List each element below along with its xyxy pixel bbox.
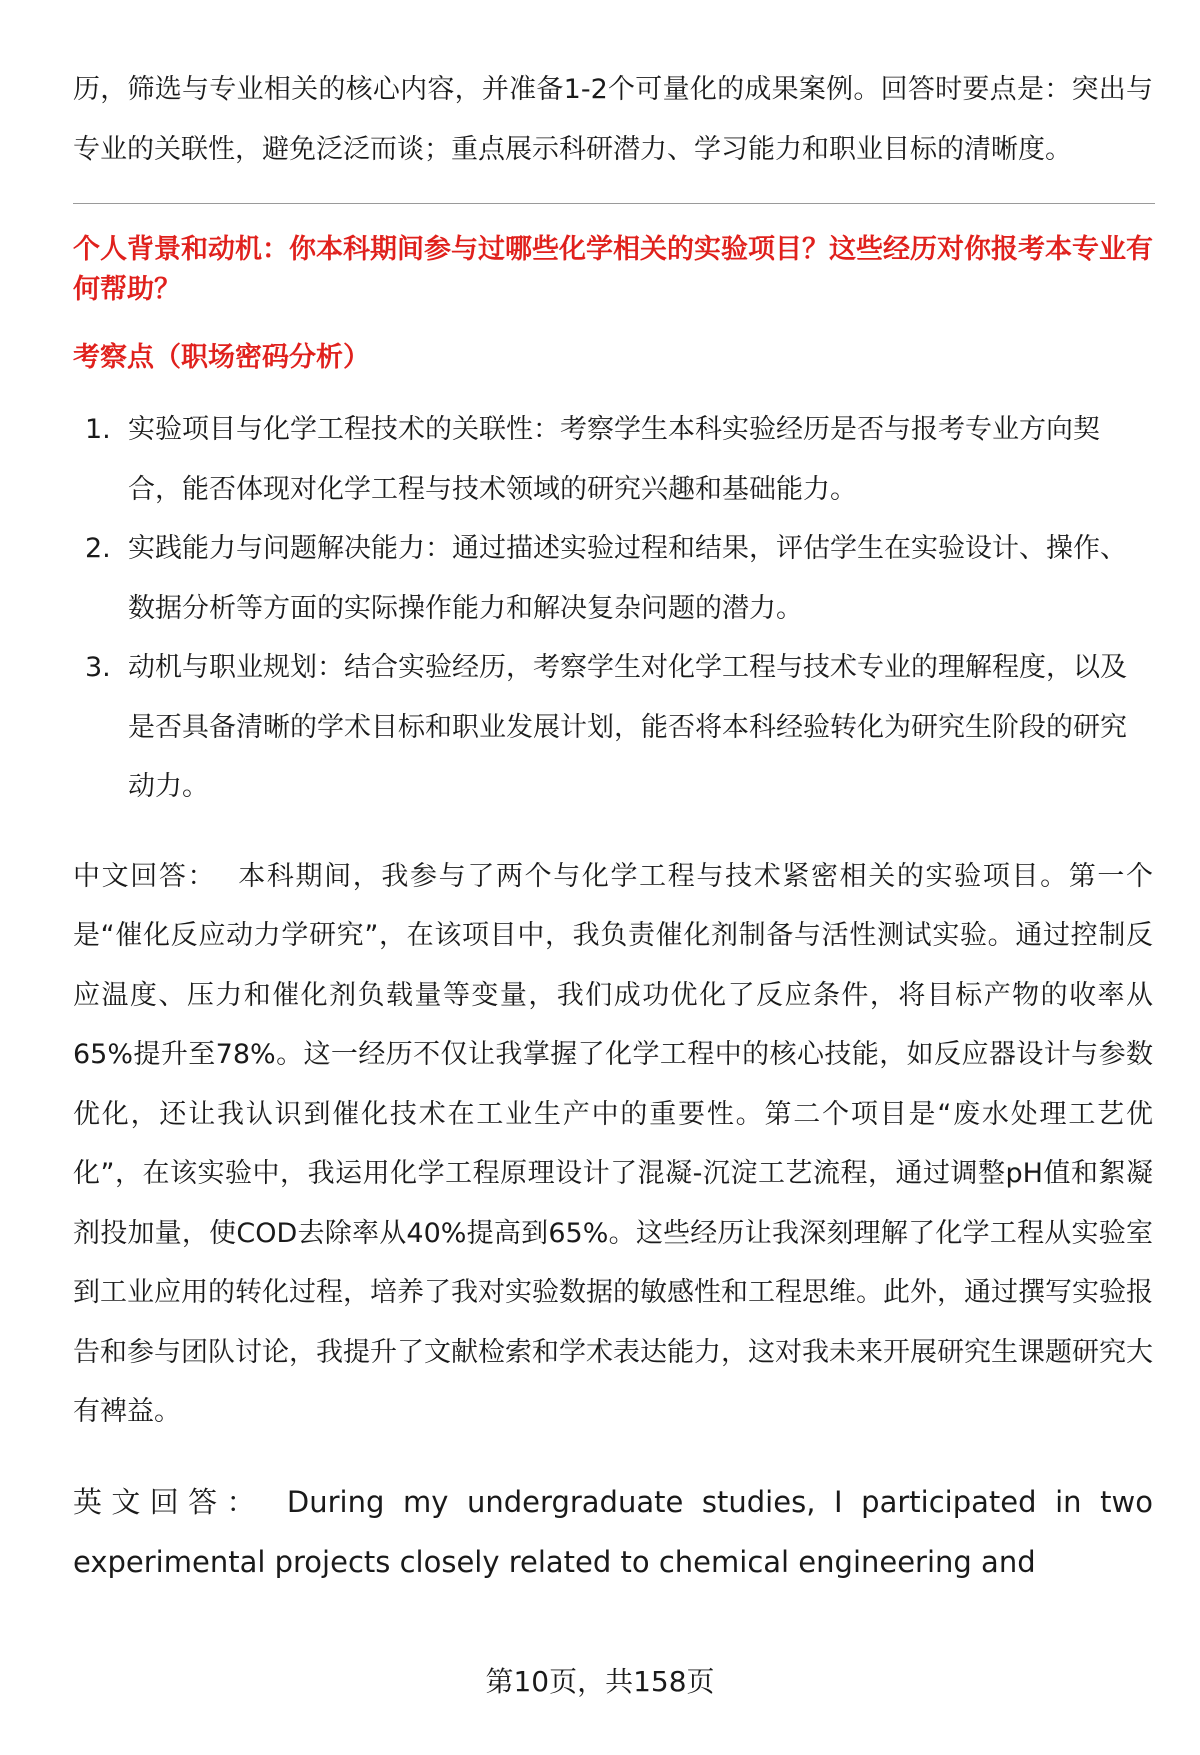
point-number: 2.	[85, 533, 111, 564]
point-number: 1.	[85, 414, 111, 445]
assessment-points-list	[73, 400, 1153, 817]
chinese-answer-label: 中文回答：	[73, 860, 217, 892]
assessment-point	[73, 638, 1153, 817]
english-answer-text: During my undergraduate studies, I participated in two experimental projects closely related to chemical engineering and	[73, 1484, 1153, 1579]
question-heading: 个人背景和动机：你本科期间参与过哪些化学相关的实验项目？这些经历对你报考本专业有何帮助？	[73, 234, 1153, 305]
point-text: 动机与职业规划：结合实验经历，考察学生对化学工程与技术专业的理解程度，以及是否具备清晰的学术目标和职业发展计划，能否将本科经验转化为研究生阶段的研究动力。	[128, 652, 1127, 802]
english-answer-paragraph	[73, 1472, 1153, 1592]
assessment-subheading: 考察点（职场密码分析）	[73, 342, 370, 373]
point-text: 实验项目与化学工程技术的关联性：考察学生本科实验经历是否与报考专业方向契合，能否体现对化学工程与技术领域的研究兴趣和基础能力。	[128, 414, 1100, 505]
point-text: 实践能力与问题解决能力：通过描述实验过程和结果，评估学生在实验设计、操作、数据分析等方面的实际操作能力和解决复杂问题的潜力。	[128, 533, 1127, 624]
chinese-answer-text: 本科期间，我参与了两个与化学工程与技术紧密相关的实验项目。第一个是“催化反应动力学研究”，在该项目中，我负责催化剂制备与活性测试实验。通过控制反应温度、压力和催化剂负载量等变量，我们成功优化了反应条件，将目标产物的收率从65%提升至78%。这一经历不仅让我掌握了化学工程中的核心技能，如反应器设计与参数优化，还让我认识到催化技术在工业生产中的重要性。第二个项目是“废水处理工艺优化”，在该实验中，我运用化学工程原理设计了混凝-沉淀工艺流程，通过调整pH值和絮凝剂投加量，使COD去除率从40%提高到65%。这些经历让我深刻理解了化学工程从实验室到工业应用的转化过程，培养了我对实验数据的敏感性和工程思维。此外，通过撰写实验报告和参与团队讨论，我提升了文献检索和学术表达能力，这对我未来开展研究生课题研究大有裨益。	[73, 860, 1154, 1427]
intro-paragraph: 历，筛选与专业相关的核心内容，并准备1-2个可量化的成果案例。回答时要点是：突出与专业的关联性，避免泛泛而谈；重点展示科研潜力、学习能力和职业目标的清晰度。	[73, 74, 1153, 165]
page-number-footer: 第10页，共158页	[485, 1665, 715, 1698]
chinese-answer-paragraph	[73, 847, 1153, 1442]
assessment-point	[73, 400, 1153, 519]
english-answer-label: 英文回答：	[73, 1484, 265, 1519]
section-divider	[73, 203, 1155, 204]
document-page	[73, 60, 1153, 1592]
point-number: 3.	[85, 652, 111, 683]
assessment-point	[73, 519, 1153, 638]
